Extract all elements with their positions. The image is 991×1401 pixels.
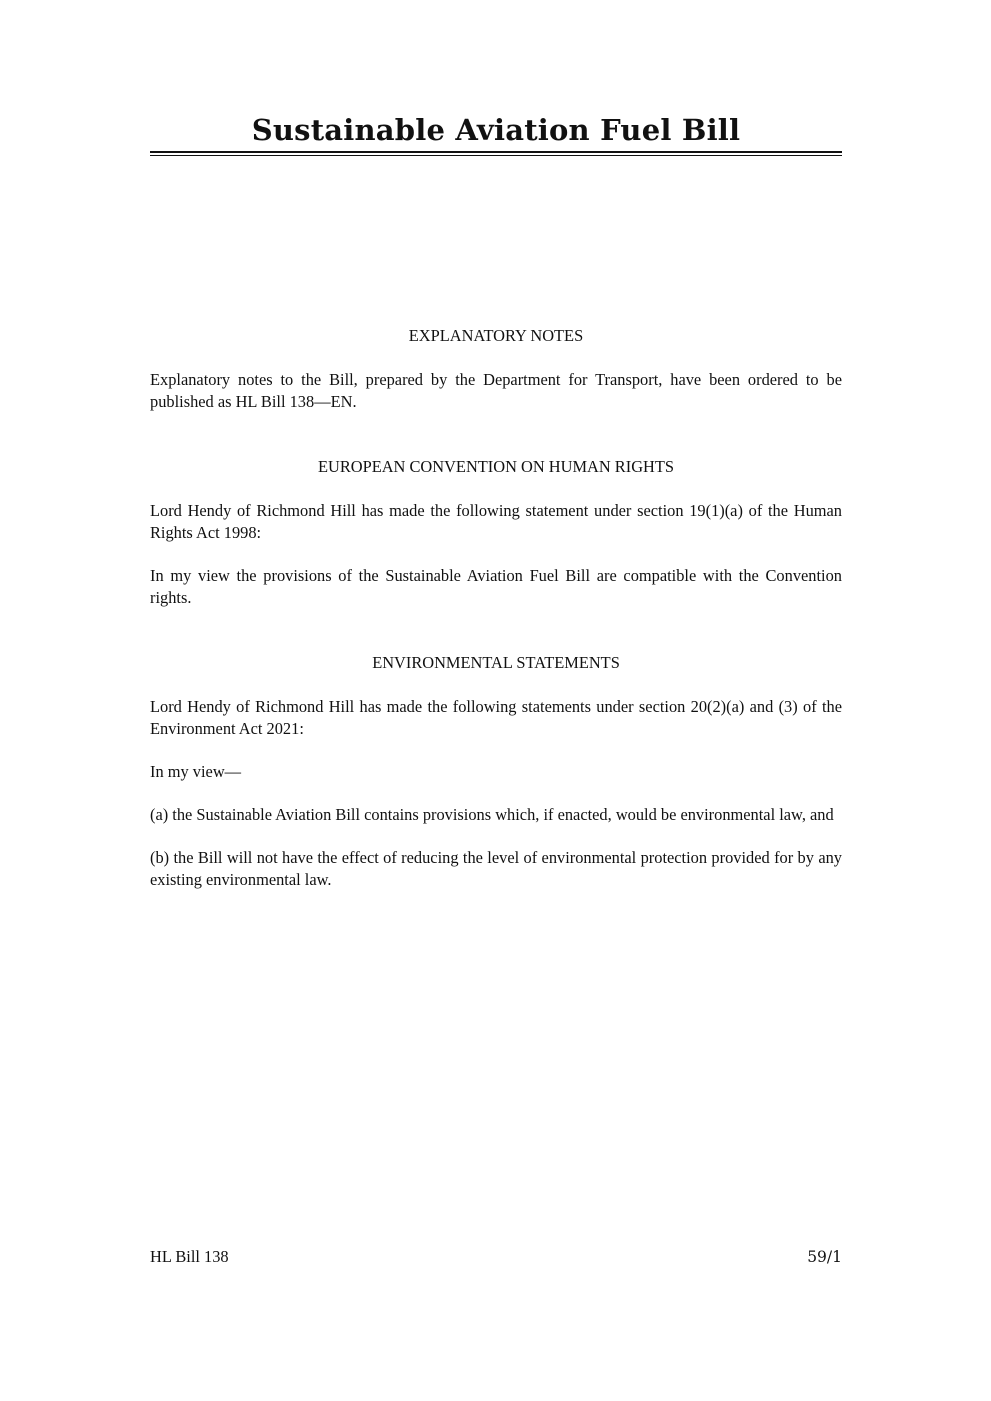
document-body [150,325,842,891]
page-number: 59/1 [807,1248,842,1266]
paragraph: (b) the Bill will not have the effect of reducing the level of environmental protection provided for by any existing environmental law. [150,848,842,889]
paragraph: In my view— [150,762,242,781]
title-rule-thin [150,155,842,156]
bill-reference: HL Bill 138 [150,1247,229,1266]
paragraph: In my view the provisions of the Sustainable Aviation Fuel Bill are compatible with the Convention rights. [150,566,842,607]
title-rule-thick [150,151,842,153]
section-heading: EUROPEAN CONVENTION ON HUMAN RIGHTS [317,457,675,476]
environmental-statements-section [150,652,842,891]
page-footer [150,1246,842,1268]
paragraph: Lord Hendy of Richmond Hill has made the following statement under section 19(1)(a) of the Human Rights Act 1998: [150,501,842,542]
section-heading: ENVIRONMENTAL STATEMENTS [372,653,620,672]
explanatory-notes-section [150,325,842,413]
echr-section [150,456,842,609]
section-heading: EXPLANATORY NOTES [408,326,584,345]
paragraph: Lord Hendy of Richmond Hill has made the following statements under section 20(2)(a) and (3) of the Environment Act 2021: [150,697,842,738]
document-title: Sustainable Aviation Fuel Bill [251,113,741,147]
paragraph: (a) the Sustainable Aviation Bill contains provisions which, if enacted, would be environmental law, and [150,805,834,824]
paragraph: Explanatory notes to the Bill, prepared by the Department for Transport, have been ordered to be published as HL Bill 138—EN. [150,370,842,411]
